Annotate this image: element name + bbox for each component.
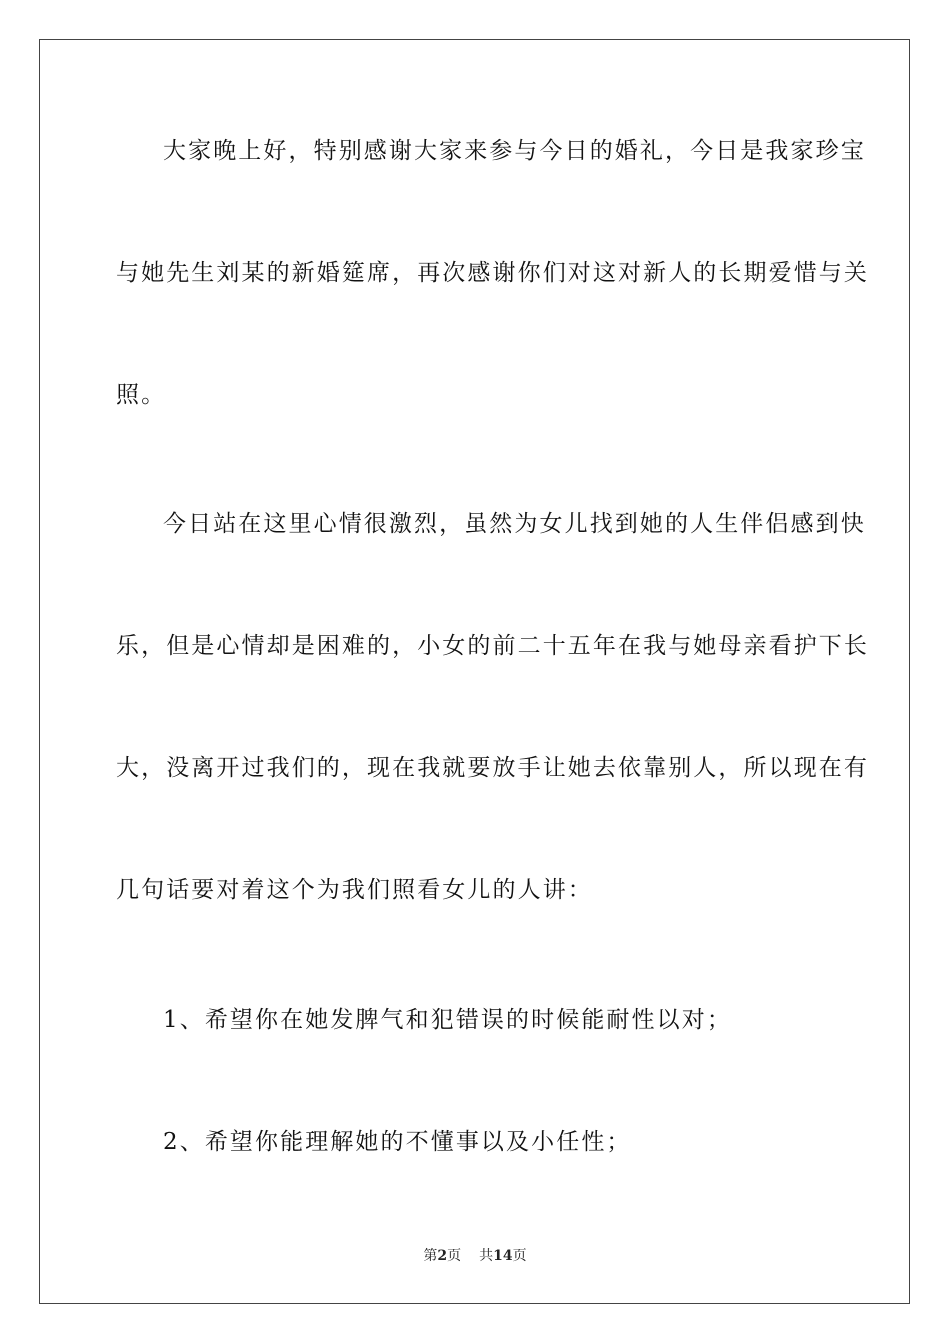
paragraph-2-line-2: 乐，但是心情却是困难的，小女的前二十五年在我与她母亲看护下长 bbox=[116, 633, 869, 659]
list-item-1: 1、希望你在她发脾气和犯错误的时候能耐性以对； bbox=[163, 1007, 732, 1033]
total-suffix: 页 bbox=[512, 1248, 527, 1264]
list-item-2: 2、希望你能理解她的不懂事以及小任性； bbox=[163, 1129, 632, 1155]
page-border bbox=[39, 39, 910, 1304]
paragraph-1-line-2: 与她先生刘某的新婚筵席，再次感谢你们对这对新人的长期爱惜与关 bbox=[116, 260, 869, 286]
paragraph-2-line-1: 今日站在这里心情很激烈，虽然为女儿找到她的人生伴侣感到快 bbox=[163, 511, 866, 537]
page-number: 2 bbox=[437, 1248, 448, 1264]
paragraph-2-line-3: 大，没离开过我们的，现在我就要放手让她去依靠别人，所以现在有 bbox=[116, 755, 869, 781]
paragraph-2-line-4: 几句话要对着这个为我们照看女儿的人讲： bbox=[116, 877, 593, 903]
paragraph-1-line-1: 大家晚上好，特别感谢大家来参与今日的婚礼，今日是我家珍宝 bbox=[163, 138, 866, 164]
total-pages: 14 bbox=[493, 1248, 513, 1264]
page-prefix: 第 bbox=[423, 1248, 438, 1264]
total-prefix: 共 bbox=[479, 1248, 494, 1264]
page-suffix: 页 bbox=[447, 1248, 462, 1264]
page-footer bbox=[0, 1246, 950, 1266]
paragraph-1-line-3: 照。 bbox=[116, 382, 167, 408]
